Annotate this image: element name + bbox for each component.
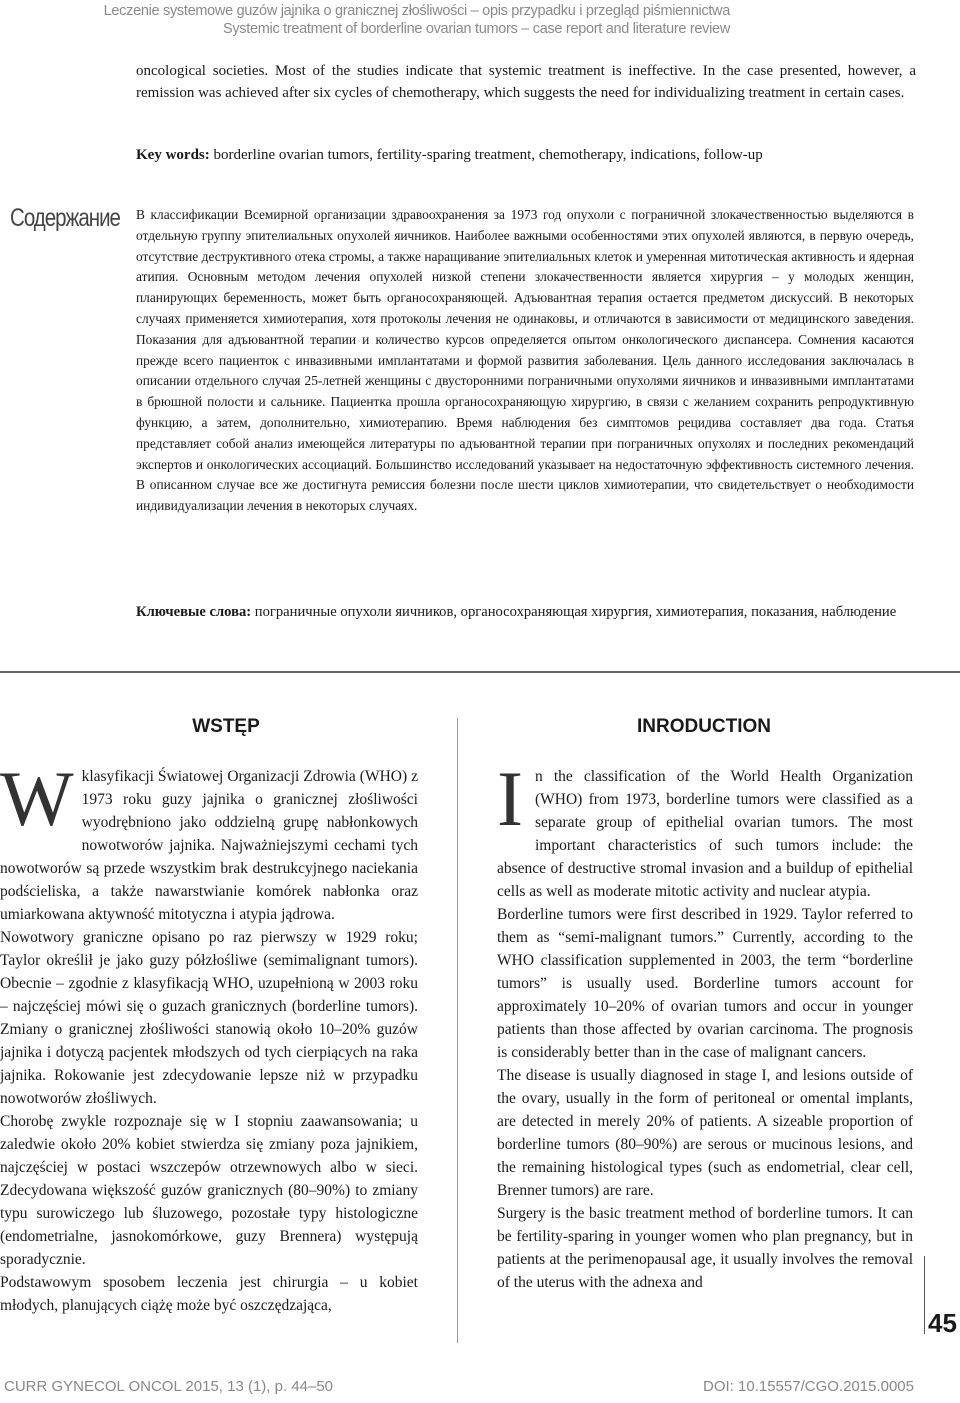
english-paragraph-4: Surgery is the basic treatment method of borderline tumors. It can be fertility-sparing in younger women who plan pregnancy, but in patients at the perimenopausal age, it usually involves the removal of the uterus with the adnexa and bbox=[497, 1205, 913, 1291]
english-section-heading: INRODUCTION bbox=[636, 716, 772, 737]
section-divider bbox=[0, 671, 960, 673]
russian-abstract-heading: Содержание bbox=[10, 204, 120, 232]
running-head-english: Systemic treatment of borderline ovarian tumors – case report and literature review bbox=[222, 21, 730, 37]
keywords-russian-text: пограничные опухоли яичников, органосохраняющая хирургия, химиотерапия, показания, наблюдение bbox=[251, 604, 897, 620]
polish-paragraph-4: Podstawowym sposobem leczenia jest chirurgia – u kobiet młodych, planujących ciążę może być oszczędzająca, bbox=[0, 1274, 418, 1314]
page-number-rule bbox=[924, 1256, 925, 1334]
polish-paragraph-2: Nowotwory graniczne opisano po raz pierwszy w 1929 roku; Taylor określił je jako guzy półzłośliwe (semimalignant tumors). Obecnie – zgodnie z klasyfikacją WHO, uzupełnioną w 2003 roku – najczęściej mówi się o guzach granicznych (borderline tumors). Zmiany o granicznej złośliwości stanowią około 10–20% guzów jajnika i dotyczą pacjentek młodszych od tych cierpiących na raka jajnika. Rokowanie jest zdecydowanie lepsze niż w przypadku nowotworów złośliwych. bbox=[0, 929, 418, 1107]
polish-dropcap: W bbox=[0, 765, 74, 842]
running-head bbox=[30, 2, 730, 38]
english-column bbox=[497, 765, 913, 1294]
polish-paragraph-1: W klasyfikacji Światowej Organizacji Zdrowia (WHO) z 1973 roku guzy jajnika o granicznej złośliwości wyodrębniono jako oddzielną grupę nabłonkowych nowotworów jajnika. Najważniejszymi cechami tych nowotworów są przede wszystkim brak destrukcyjnego naciekania podścieliska, a także nawarstwianie komórek nabłonka oraz umiarkowana aktywność mitotyczna i atypia jądrowa. bbox=[0, 765, 418, 923]
keywords-russian-label: Ключевые слова: bbox=[136, 604, 252, 620]
english-dropcap: I bbox=[497, 765, 523, 842]
abstract-english-tail: oncological societies. Most of the studies indicate that systemic treatment is ineffective. In the case presented, however, a remission was achieved after six cycles of chemotherapy, which suggests the need for individualizing treatment in certain cases. bbox=[136, 63, 916, 102]
english-paragraph-1: In the classification of the World Health Organization (WHO) from 1973, borderline tumors were classified as a separate group of epithelial ovarian tumors. The most important characteristics of such tumors include: the absence of destructive stromal invasion and a buildup of epithelial cells as well as moderate mitotic activity and nuclear atypia. bbox=[497, 765, 913, 900]
english-paragraph-2: Borderline tumors were first described in 1929. Taylor referred to them as “semi-malignant tumors.” Currently, according to the WHO classification supplemented in 2003, the term “borderline tumors” is usually used. Borderline tumors account for approximately 10–20% of ovarian tumors and occur in younger patients than those affected by ovarian carcinoma. The prognosis is considerably better than in the case of malignant cancers. bbox=[497, 906, 913, 1061]
running-head-polish: Leczenie systemowe guzów jajnika o granicznej złośliwości – opis przypadku i przegląd piśmiennictwa bbox=[103, 3, 730, 19]
keywords-english bbox=[136, 144, 916, 166]
russian-abstract-body: В классификации Всемирной организации здравоохранения за 1973 год опухоли с пограничной злокачественностью выделяются в отдельную группу эпителиальных опухолей яичников. Наиболее важными особенностями этих опухолей являются, в первую очередь, отсутствие деструктивного отека стромы, а также наращивание эпителиальных клеток и умеренная митотическая активность и ядерная атипия. Основным методом лечения опухолей низкой степени злокачественности является хирургия – у молодых женщин, планирующих беременность, может быть органосохраняющей. Адъювантная терапия остается предметом дискуссий. В некоторых случаях применяется химиотерапия, хотя протоколы лечения не одинаковы, и отличаются в зависимости от медицинского заведения. Показания для адъювантной терапии и количество курсов определяется опытом онкологического диспансера. Сомнения касаются прежде всего пациенток с инвазивными имплантатами и формой развития заболевания. Цель данного исследования заключалась в описании отдельного случая 25-летней женщины с двусторонними пограничными опухолями яичников и инвазивными имплантатами в брюшной полости и сальнике. Пациентка прошла органосохраняющую хирургию, в связи с желанием сохранить репродуктивную функцию, а затем, дополнительно, химиотерапию. Время наблюдения без симптомов рецидива составляет два года. Статья представляет собой анализ имеющейся литературы по адъювантной терапии при пограничных опухолях и последних рекомендаций экспертов и онкологических ассоциаций. Большинство исследований указывает на недостаточную эффективность системного лечения. В описанном случае все же достигнута ремиссия болезни после шести циклов химиотерапии, что свидетельствует о необходимости индивидуализации лечения в некоторых случаях. bbox=[136, 207, 914, 514]
keywords-label: Key words: bbox=[136, 147, 210, 163]
polish-section-heading: WSTĘP bbox=[192, 716, 260, 737]
keywords-text: borderline ovarian tumors, fertility-sparing treatment, chemotherapy, indications, follow-up bbox=[209, 147, 763, 163]
page-number: 45 bbox=[928, 1308, 957, 1338]
footer-journal: CURR GYNECOL ONCOL 2015, 13 (1), p. 44–50 bbox=[4, 1378, 334, 1395]
column-divider bbox=[457, 718, 458, 1343]
footer-doi[interactable]: DOI: 10.15557/CGO.2015.0005 bbox=[703, 1378, 914, 1395]
english-paragraph-3: The disease is usually diagnosed in stage I, and lesions outside of the ovary, usually in the form of peritoneal or omental implants, are detected in merely 20% of patients. A sizeable proportion of borderline tumors (80–90%) are serous or mucinous lesions, and the remaining histological types (such as endometrial, clear cell, Brenner tumors) are rare. bbox=[497, 1067, 913, 1199]
keywords-russian bbox=[136, 601, 914, 624]
polish-paragraph-3: Chorobę zwykle rozpoznaje się w I stopniu zaawansowania; u zaledwie około 20% kobiet stwierdza się zmiany poza jajnikiem, najczęściej w postaci wszczepów otrzewnowych albo w sieci. Zdecydowana większość guzów granicznych (80–90%) to zmiany typu surowiczego lub śluzowego, pozostałe typy histologiczne (endometrialne, jasnokomórkowe, guzy Brennera) występują sporadycznie. bbox=[0, 1113, 418, 1268]
polish-column bbox=[0, 765, 418, 1317]
